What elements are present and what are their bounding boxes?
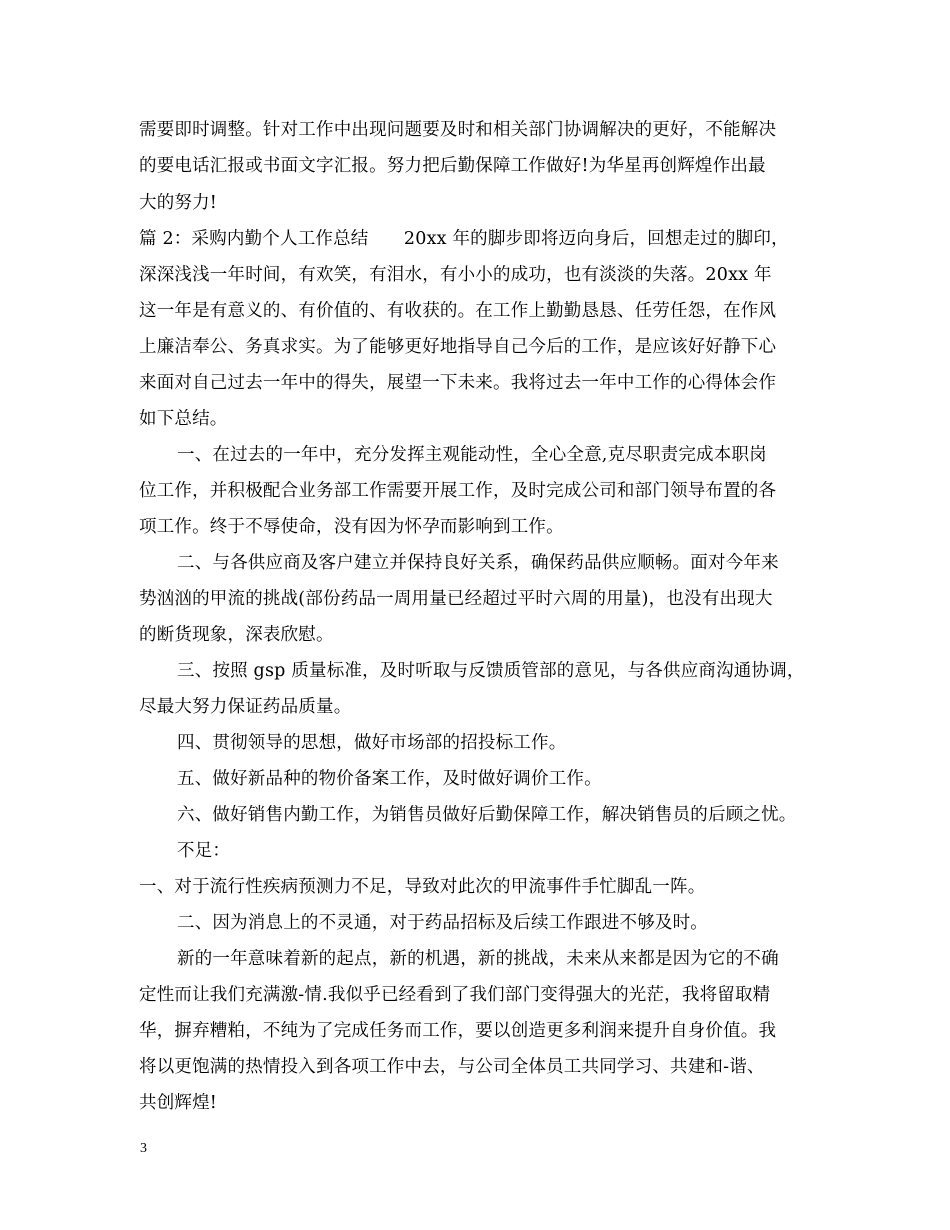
text-line: 深深浅浅一年时间，有欢笑，有泪水，有小小的成功，也有淡淡的失落。20xx 年	[139, 265, 772, 285]
text-line: 将以更饱满的热情投入到各项工作中去，与公司全体员工共同学习、共建和-谐、	[139, 1057, 765, 1077]
text-line: 来面对自己过去一年中的得失，展望一下未来。我将过去一年中工作的心得体会作	[139, 373, 777, 393]
text-line: 势汹汹的甲流的挑战(部份药品一周用量已经超过平时六周的用量)，也没有出现大	[139, 589, 773, 609]
paragraph-first-line: 一、在过去的一年中，充分发挥主观能动性，全心全意,克尽职责完成本职岗	[177, 445, 767, 465]
paragraph-first-line: 二、因为消息上的不灵通，对于药品招标及后续工作跟进不够及时。	[177, 913, 708, 933]
text-line: 一、对于流行性疾病预测力不足，导致对此次的甲流事件手忙脚乱一阵。	[139, 877, 706, 897]
text-line: 这一年是有意义的、有价值的、有收获的。在工作上勤勤恳恳、任劳任怨，在作风	[139, 301, 777, 321]
text-line: 共创辉煌!	[139, 1093, 218, 1113]
text-line: 大的努力!	[139, 193, 218, 213]
paragraph-first-line: 二、与各供应商及客户建立并保持良好关系，确保药品供应顺畅。面对今年来	[177, 553, 779, 573]
paragraph-first-line: 六、做好销售内勤工作，为销售员做好后勤保障工作，解决销售员的后顾之忧。	[177, 805, 797, 825]
text-line: 华，摒弃糟粕，不纯为了完成任务而工作，要以创造更多利润来提升自身价值。我	[139, 1021, 777, 1041]
text-line: 定性而让我们充满激-情.我似乎已经看到了我们部门变得强大的光茫，我将留取精	[139, 985, 771, 1005]
subheading-line: 不足：	[177, 841, 231, 861]
paragraph-first-line: 三、按照 gsp 质量标准，及时听取与反馈质管部的意见，与各供应商沟通协调，	[177, 661, 805, 681]
text-line: 尽最大努力保证药品质量。	[139, 697, 352, 717]
section-heading-line: 篇 2：采购内勤个人工作总结 20xx 年的脚步即将迈向身后，回想走过的脚印，	[139, 229, 789, 249]
text-line: 上廉洁奉公、务真求实。为了能够更好地指导自己今后的工作，是应该好好静下心	[139, 337, 777, 357]
paragraph-first-line: 四、贯彻领导的思想，做好市场部的招投标工作。	[177, 733, 567, 753]
text-line: 需要即时调整。针对工作中出现问题要及时和相关部门协调解决的更好，不能解决	[139, 120, 777, 140]
text-line: 如下总结。	[139, 409, 228, 429]
text-line: 的要电话汇报或书面文字汇报。努力把后勤保障工作做好!为华星再创辉煌作出最	[139, 156, 766, 176]
paragraph-first-line: 新的一年意味着新的起点，新的机遇，新的挑战，未来从来都是因为它的不确	[177, 949, 779, 969]
text-line: 的断货现象，深表欣慰。	[139, 625, 334, 645]
paragraph-first-line: 五、做好新品种的物价备案工作，及时做好调价工作。	[177, 769, 602, 789]
page-number: 3	[140, 1141, 147, 1156]
text-line: 位工作，并积极配合业务部工作需要开展工作，及时完成公司和部门领导布置的各	[139, 481, 777, 501]
text-line: 项工作。终于不辱使命，没有因为怀孕而影响到工作。	[139, 517, 564, 537]
